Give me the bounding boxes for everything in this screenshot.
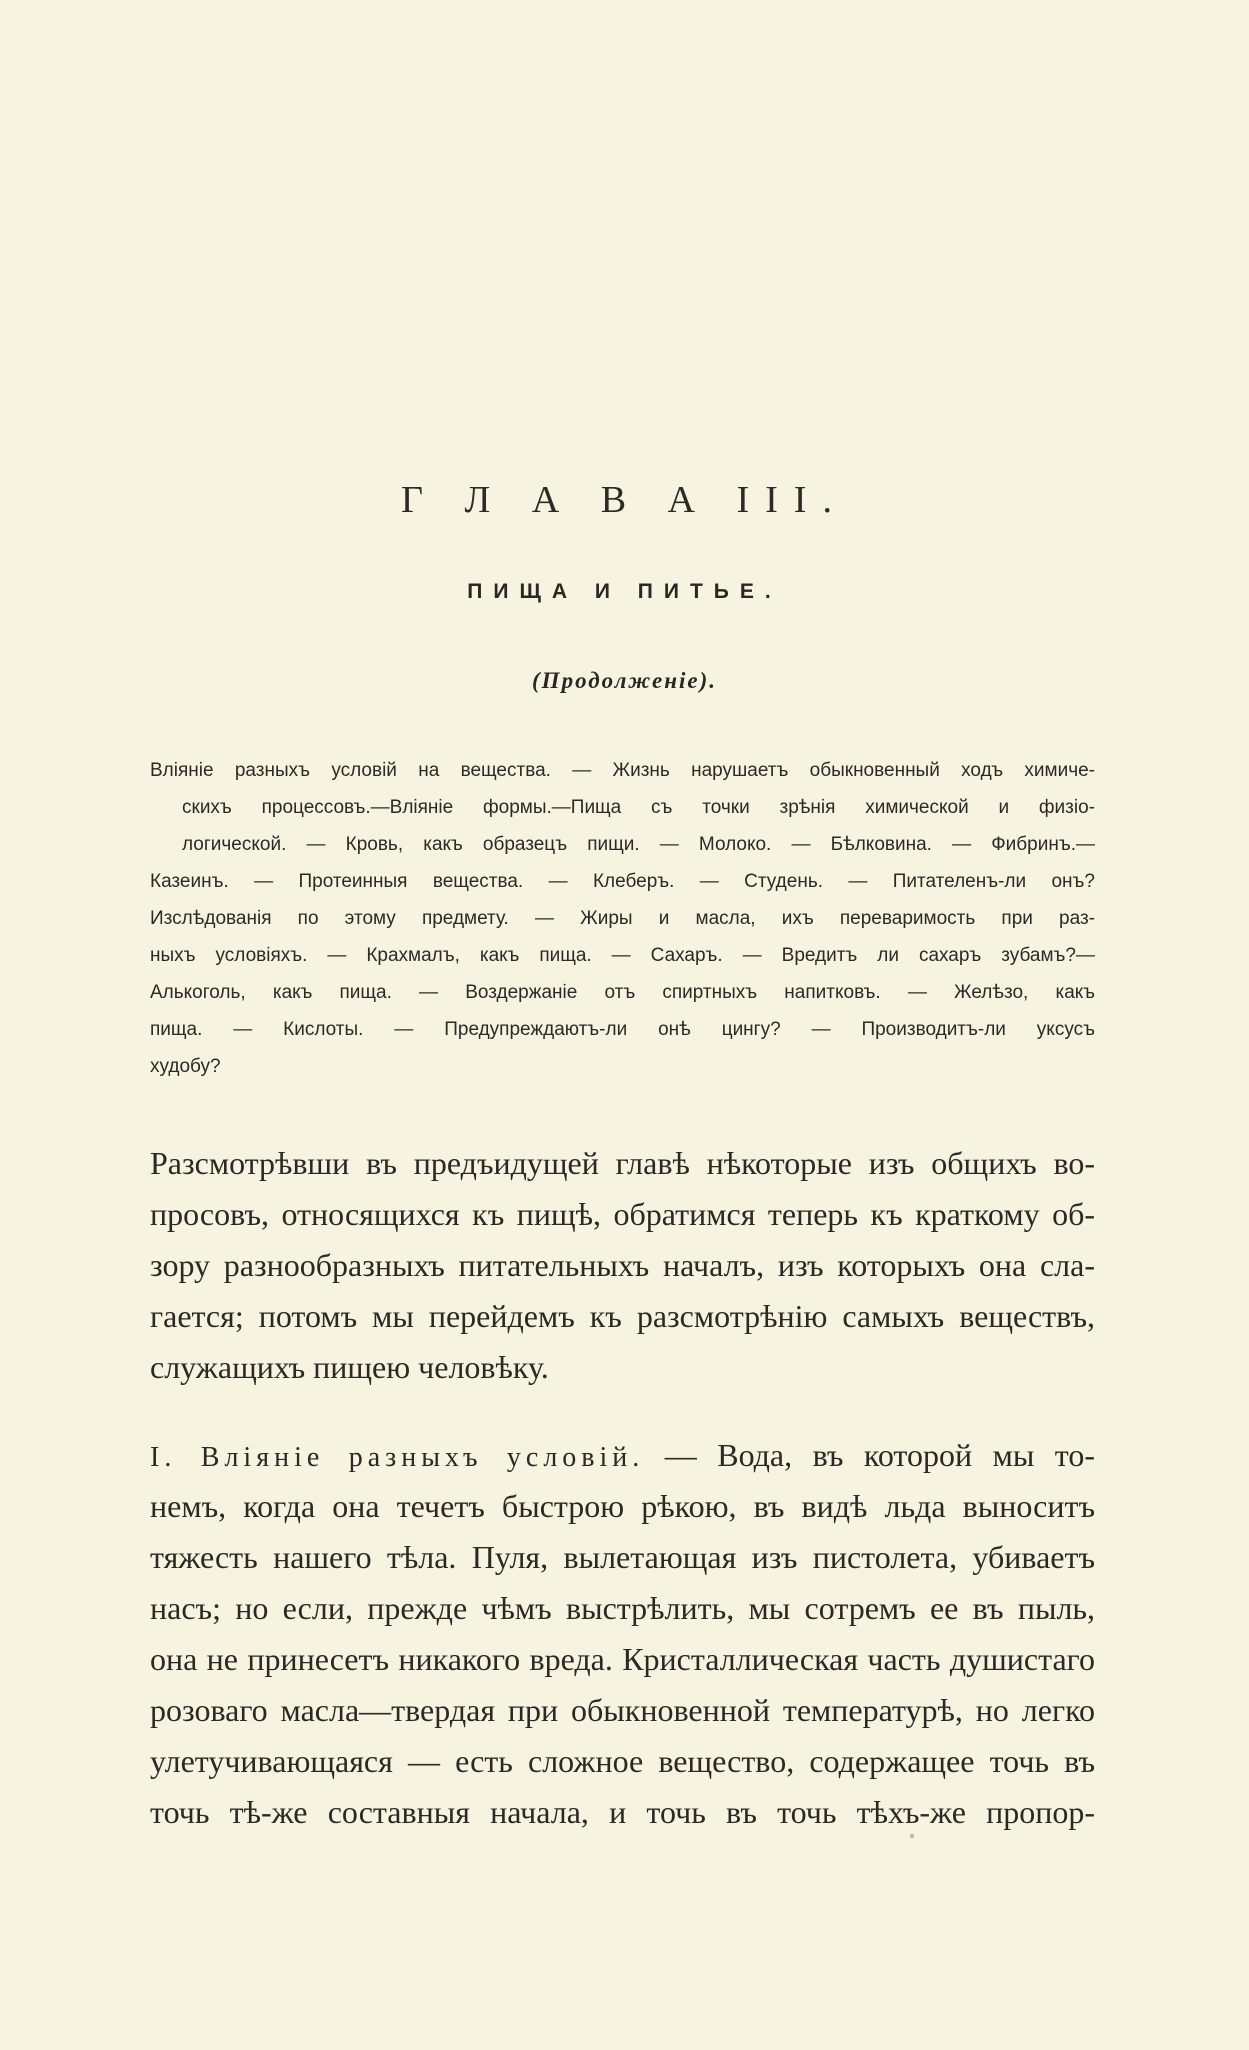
summary-line: ныхъ условіяхъ. — Крахмалъ, какъ пища. — Сахаръ. — Вредитъ ли сахаръ зубамъ?— bbox=[150, 945, 1095, 966]
section-one-heading: I. Вліяніе разныхъ условій. bbox=[150, 1442, 645, 1473]
chapter-heading: Г Л А В А III. bbox=[401, 479, 848, 521]
summary-line: Вліяніе разныхъ условій на вещества. — Жизнь нарушаетъ обыкновенный ходъ химиче- bbox=[150, 760, 1095, 781]
continuation-note: (Продолженіе). bbox=[532, 668, 717, 693]
section-one-text: — Вода, въ которой мы то- bbox=[644, 1437, 1096, 1473]
summary-line: Алькоголь, какъ пища. — Воздержаніе отъ спиртныхъ напитковъ. — Желѣзо, какъ bbox=[150, 982, 1095, 1003]
text-line: зору разнообразныхъ питательныхъ началъ, изъ которыхъ она сла- bbox=[150, 1247, 1095, 1283]
text-line: немъ, когда она течетъ быстрою рѣкою, въ видѣ льда выноситъ bbox=[150, 1488, 1095, 1524]
text-line bbox=[150, 1430, 1095, 1481]
paragraph-section-one bbox=[150, 1430, 1095, 1838]
paragraph-introduction bbox=[150, 1138, 1095, 1393]
text-line: точь тѣ-же составныя начала, и точь въ точь тѣхъ-же пропор- bbox=[150, 1794, 1095, 1830]
summary-line: худобу? bbox=[150, 1056, 221, 1077]
text-line: просовъ, относящихся къ пищѣ, обратимся теперь къ краткому об- bbox=[150, 1196, 1095, 1232]
text-line: розоваго масла—твердая при обыкновенной температурѣ, но легко bbox=[150, 1692, 1095, 1728]
text-line: тяжесть нашего тѣла. Пуля, вылетающая изъ пистолета, убиваетъ bbox=[150, 1539, 1095, 1575]
text-line: она не принесетъ никакого вреда. Кристаллическая часть душистаго bbox=[150, 1641, 1095, 1677]
text-line: служащихъ пищею человѣку. bbox=[150, 1349, 549, 1385]
summary-line: скихъ процессовъ.—Вліяніе формы.—Пища съ точки зрѣнія химической и физіо- bbox=[182, 797, 1095, 818]
text-line: Разсмотрѣвши въ предъидущей главѣ нѣкоторые изъ общихъ во- bbox=[150, 1145, 1095, 1181]
summary-line: пища. — Кислоты. — Предупреждаютъ-ли онѣ цингу? — Производитъ-ли уксусъ bbox=[150, 1019, 1095, 1040]
summary-line: Изслѣдованія по этому предмету. — Жиры и масла, ихъ переваримость при раз- bbox=[150, 908, 1095, 929]
section-heading: ПИЩА И ПИТЬЕ. bbox=[467, 580, 782, 603]
text-line: гается; потомъ мы перейдемъ къ разсмотрѣнію самыхъ веществъ, bbox=[150, 1298, 1095, 1334]
summary-line: логической. — Кровь, какъ образецъ пищи. — Молоко. — Бѣлковина. — Фибринъ.— bbox=[182, 834, 1095, 855]
summary-line: Казеинъ. — Протеинныя вещества. — Клеберъ. — Студень. — Питателенъ-ли онъ? bbox=[150, 871, 1095, 892]
chapter-summary bbox=[150, 752, 1095, 1085]
text-line: насъ; но если, прежде чѣмъ выстрѣлить, мы сотремъ ее въ пыль, bbox=[150, 1590, 1095, 1626]
text-line: улетучивающаяся — есть сложное вещество, содержащее точь въ bbox=[150, 1743, 1095, 1779]
print-speck bbox=[910, 1834, 914, 1838]
